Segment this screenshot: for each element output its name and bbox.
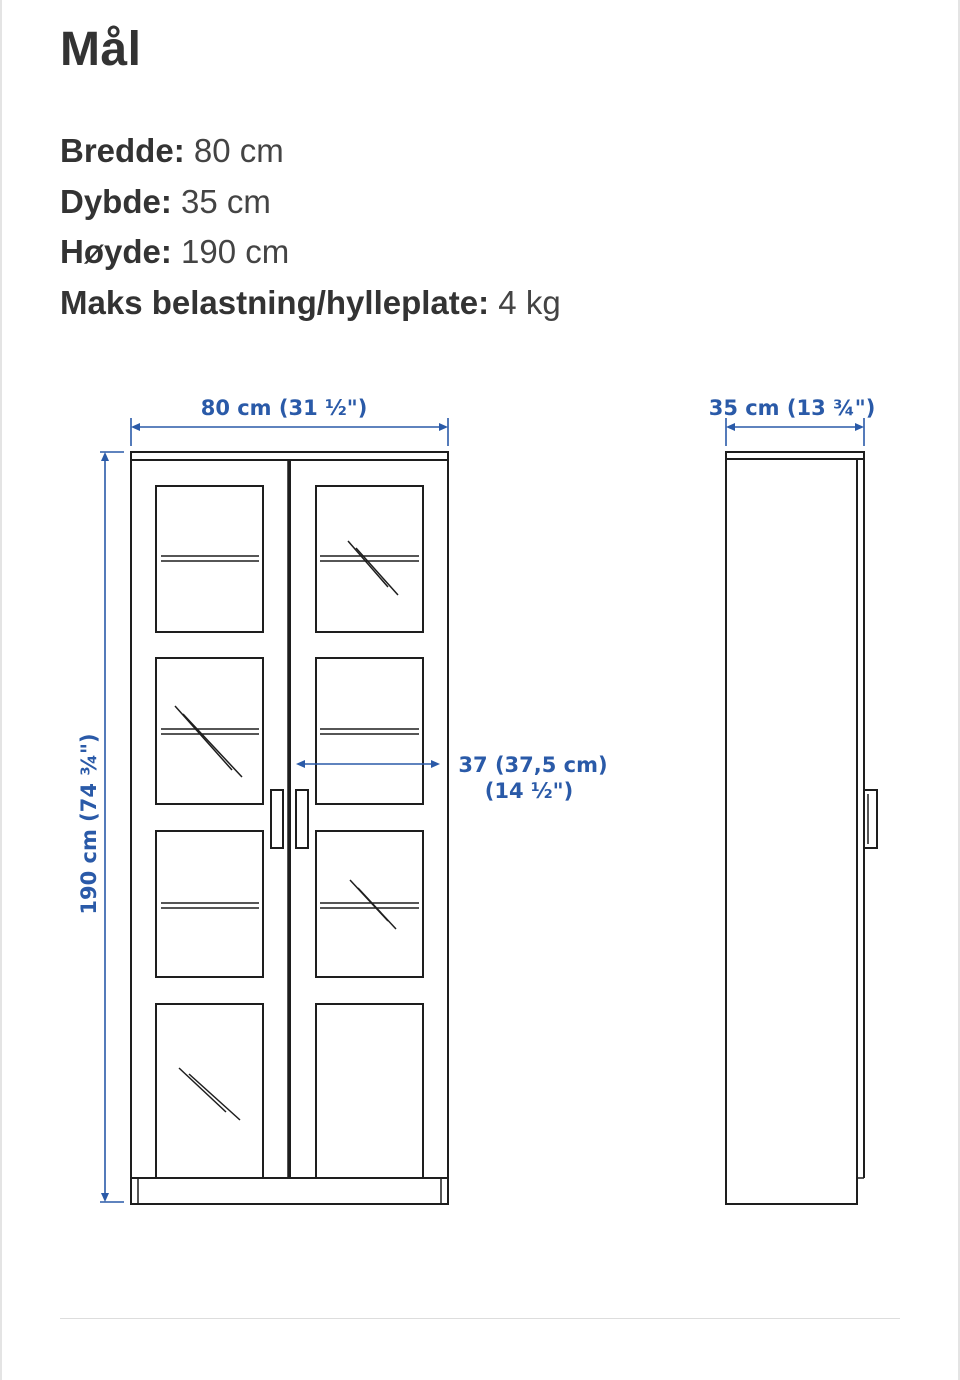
spec-label: Bredde: [60,132,185,169]
width-label: 80 cm (31 ½") [200,396,368,420]
door-handle-left [271,790,283,848]
spec-value: 190 cm [181,233,290,270]
inner-width-label: 37 (37,5 cm) [458,753,608,777]
spec-label: Dybde: [60,182,172,220]
height-label: 190 cm (74 ¾") [77,733,101,915]
spec-label: Maks belastning/hylleplate: [60,283,490,321]
section-divider [60,1318,900,1319]
cabinet-front-view [131,452,448,1204]
spec-value: 35 cm [181,182,271,220]
spec-value: 80 cm [193,132,284,169]
spec-depth [60,177,561,228]
spec-max-load [60,278,561,329]
spec-height [60,227,561,278]
door-handle-right [296,790,308,848]
depth-label: 35 cm (13 ¾") [708,396,876,420]
dimension-specs [60,126,561,328]
inner-width-dimension [296,753,608,803]
section-title: Mål [60,23,142,76]
inner-width-label-inch: (14 ½") [484,779,574,803]
depth-dimension [709,396,876,446]
spec-width [60,126,561,177]
width-dimension [131,396,448,446]
height-dimension [77,452,124,1202]
spec-label: Høyde: [60,233,172,270]
spec-value: 4 kg [498,283,561,321]
side-handle [864,790,877,848]
dimension-drawing [0,380,960,1260]
cabinet-side-view [726,452,877,1204]
